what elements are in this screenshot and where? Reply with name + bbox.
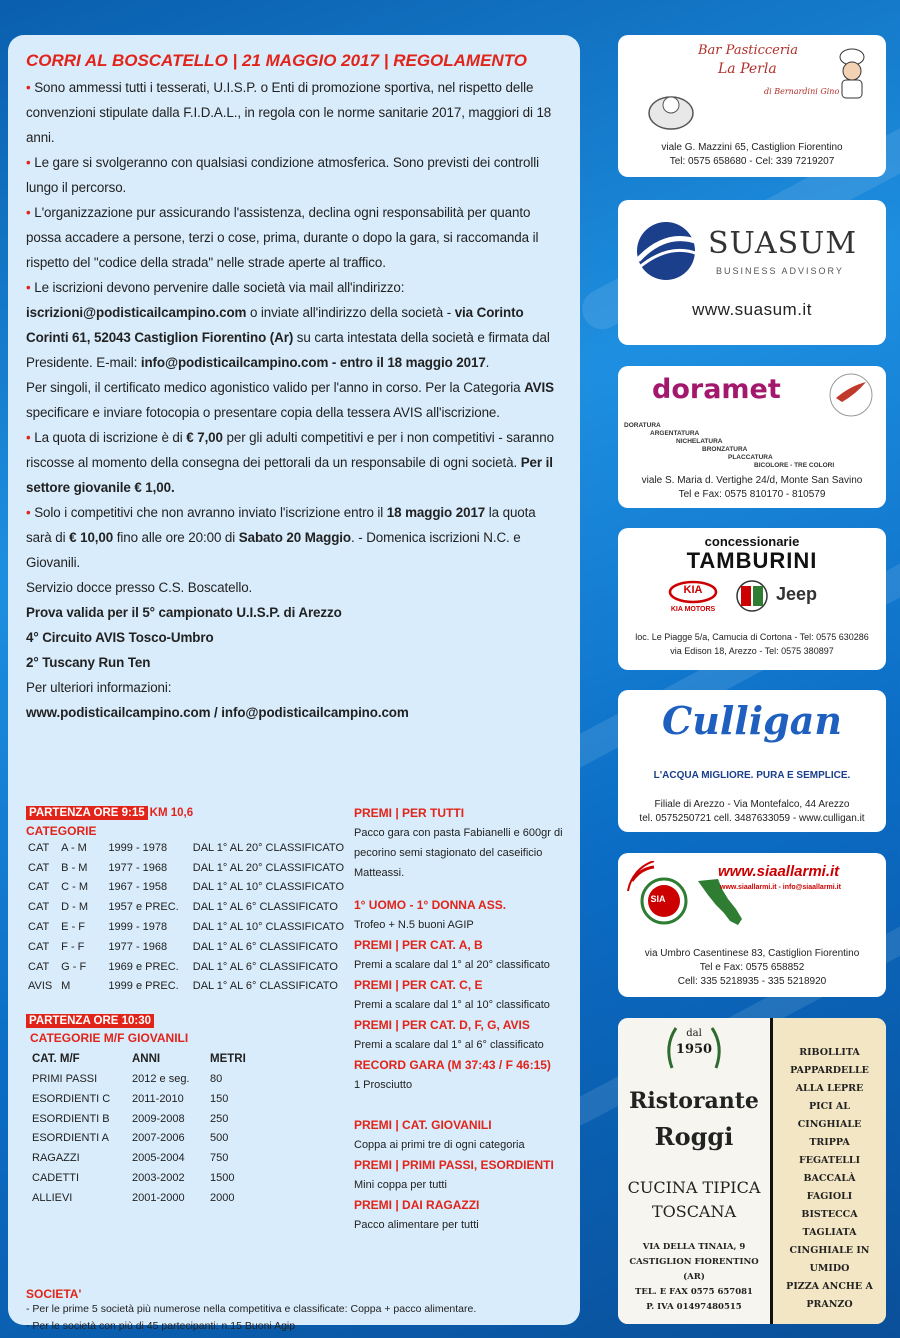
culligan-logo: Culligan (662, 698, 842, 743)
sia-phone: Tel e Fax: 0575 658852 (699, 962, 805, 973)
distance-label: KM 10,6 (149, 807, 194, 819)
youth-cell-cat: ESORDIENTI A (32, 1132, 110, 1145)
col-header: ANNI (132, 1053, 161, 1066)
doramet-service: DORATURA (624, 422, 661, 429)
rule-10: Prova valida per il 5° campionato U.I.S.P. di Arezzo (26, 605, 342, 620)
youth-category-row (30, 1148, 248, 1168)
prize-text: Premi a scalare dal 1° al 10° classificato (354, 999, 550, 1011)
youth-categories-table (30, 1049, 248, 1207)
doramet-service: BICOLORE - TRE COLORI (754, 462, 835, 469)
category-cell-code: D - M (61, 901, 89, 914)
category-cell-years: 1957 e PREC. (108, 901, 179, 914)
regolamento-panel (8, 35, 580, 1332)
sia-cell: Cell: 335 5218935 - 335 5218920 (677, 976, 827, 987)
prize-block (354, 803, 569, 883)
category-cell-cat: CAT (28, 921, 50, 934)
kia-label: KIA (683, 584, 703, 596)
youth-cell-anni: 2005-2004 (132, 1152, 185, 1165)
youth-cell-anni: 2012 e seg. (132, 1073, 190, 1086)
rule-6: Per singoli, il certificato medico agonistico valido per l'anno in corso. Per la Categoria AVIS specificare e inviare fotocopia o presentare copia della tessera AVIS all'iscrizione. (26, 380, 554, 420)
categories-heading: CATEGORIE (26, 824, 97, 838)
youth-cell-metri: 150 (210, 1092, 229, 1105)
youth-cell-metri: 1500 (210, 1172, 235, 1185)
ad-sia-allarmi[interactable] (618, 853, 886, 997)
category-row (26, 917, 346, 937)
doramet-service: NICHELATURA (676, 438, 723, 445)
category-row (26, 858, 346, 878)
start-time-tag-1: PARTENZA ORE 9:15 (26, 806, 148, 820)
prize-heading: PREMI | DAI RAGAZZI (354, 1198, 480, 1212)
category-cell-cat: CAT (28, 960, 50, 973)
category-cell-years: 1999 - 1978 (108, 921, 168, 934)
menu-item: PICI AL CINGHIALE (797, 1101, 862, 1130)
roggi-dal: dal (686, 1028, 702, 1039)
perla-owner: di Bernardini Gino (764, 87, 840, 96)
youth-cell-metri: 750 (210, 1152, 229, 1165)
menu-item: PIZZA ANCHE A PRANZO (786, 1281, 873, 1310)
category-cell-cat: CAT (28, 881, 50, 894)
prize-heading: RECORD GARA (M 37:43 / F 46:15) (354, 1058, 551, 1072)
youth-cell-cat: RAGAZZI (32, 1152, 80, 1165)
category-cell-code: G - F (61, 960, 87, 973)
perla-address: viale G. Mazzini 65, Castiglion Fiorentino (661, 142, 843, 153)
suasum-website[interactable]: www.suasum.it (692, 300, 812, 319)
doramet-address: viale S. Maria d. Vertighe 24/d, Monte San Savino (641, 475, 863, 486)
category-cell-prize: DAL 1° AL 6° CLASSIFICATO (192, 980, 338, 993)
suasum-sub: BUSINESS ADVISORY (716, 266, 844, 276)
youth-category-row (30, 1168, 248, 1188)
category-cell-code: C - M (61, 881, 89, 894)
rule-9: Servizio docce presso C.S. Boscatello. (26, 580, 253, 595)
category-cell-cat: CAT (28, 861, 50, 874)
prize-block (354, 975, 569, 1015)
roggi-phone: TEL. E FAX 0575 657081 (635, 1287, 753, 1297)
prizes-column (354, 803, 569, 1235)
menu-item: BACCALÀ (803, 1173, 856, 1184)
sia-logo-text: SIA (650, 894, 666, 904)
category-row (26, 838, 346, 858)
culligan-address: Filiale di Arezzo - Via Montefalco, 44 Arezzo (654, 799, 850, 810)
sia-website[interactable]: www.siaallarmi.it (718, 863, 840, 880)
prize-block (354, 1155, 569, 1195)
bird-logo-icon (828, 372, 874, 418)
tamburini-address-1: loc. Le Piagge 5/a, Camucia di Cortona - Tel: 0575 630286 (635, 632, 869, 642)
categories-column (26, 803, 346, 1208)
ad-ristorante-roggi[interactable] (618, 1018, 886, 1324)
rule-4: • Le iscrizioni devono pervenire dalle società via mail all'indirizzo: (26, 280, 405, 295)
youth-cell-metri: 250 (210, 1112, 229, 1125)
menu-item: TAGLIATA (802, 1227, 857, 1238)
category-row (26, 957, 346, 977)
jeep-label: Jeep (776, 584, 818, 604)
youth-categories-heading: CATEGORIE M/F GIOVANILI (30, 1031, 189, 1046)
pearl-shell-icon (646, 83, 696, 133)
youth-category-row (30, 1129, 248, 1149)
menu-item: PAPPARDELLE ALLA LEPRE (790, 1065, 869, 1094)
regolamento-text (26, 75, 562, 725)
roggi-name-1: Ristorante (629, 1088, 759, 1114)
category-cell-cat: CAT (28, 901, 50, 914)
prize-block (354, 935, 569, 975)
prize-text: Pacco gara con pasta Fabianelli e 600gr di pecorino semi stagionato del caseificio Matteassi. (354, 827, 563, 879)
category-row (26, 937, 346, 957)
category-row (26, 878, 346, 898)
category-cell-prize: DAL 1° AL 6° CLASSIFICATO (192, 940, 338, 953)
rule-7: • La quota di iscrizione è di € 7,00 per gli adulti competitivi e per i non competitivi - saranno riscosse al momento della consegna dei pettorali da un responsabile di ogni società. Per il settore giovanile € 1,00. (26, 430, 554, 495)
ad-doramet[interactable] (618, 366, 886, 508)
youth-category-row (30, 1109, 248, 1129)
youth-cell-cat: ALLIEVI (32, 1191, 73, 1204)
menu-item: BISTECCA (801, 1209, 858, 1220)
roggi-address-2: CASTIGLION FIORENTINO (AR) (629, 1257, 759, 1282)
prize-heading: PREMI | PER TUTTI (354, 806, 465, 820)
category-cell-years: 1969 e PREC. (108, 960, 179, 973)
roggi-name-2: Roggi (654, 1122, 734, 1151)
menu-item: CINGHIALE IN UMIDO (789, 1245, 870, 1274)
prize-text: Premi a scalare dal 1° al 6° classificato (354, 1039, 544, 1051)
youth-cell-anni: 2009-2008 (132, 1112, 185, 1125)
youth-cell-metri: 500 (210, 1132, 229, 1145)
prize-heading: 1° UOMO - 1° DONNA ASS. (354, 898, 507, 912)
doramet-phone: Tel e Fax: 0575 810170 - 810579 (678, 489, 826, 500)
youth-cell-anni: 2001-2000 (132, 1191, 185, 1204)
perla-name-1: Bar Pasticceria (698, 43, 798, 58)
roggi-address-1: VIA DELLA TINAIA, 9 (642, 1242, 746, 1252)
prize-block (354, 1055, 569, 1095)
menu-item: FAGIOLI (806, 1191, 853, 1202)
roggi-vat: P. IVA 01497480515 (646, 1302, 742, 1312)
perla-phone: Tel: 0575 658680 - Cel: 339 7219207 (669, 156, 835, 167)
prize-text: Pacco alimentare per tutti (354, 1219, 479, 1231)
youth-cell-metri: 80 (210, 1073, 223, 1086)
alfa-romeo-logo-icon (736, 580, 768, 612)
roggi-menu (770, 1018, 886, 1324)
prize-heading: PREMI | PER CAT. C, E (354, 978, 483, 992)
rule-2: • Le gare si svolgeranno con qualsiasi condizione atmosferica. Sono previsti dei controlli lungo il percorso. (26, 155, 540, 195)
category-row (26, 977, 346, 997)
youth-cell-anni: 2011-2010 (132, 1092, 184, 1105)
category-cell-prize: DAL 1° AL 6° CLASSIFICATO (192, 960, 338, 973)
roggi-sub-2: TOSCANA (651, 1202, 737, 1221)
tamburini-line-2: TAMBURINI (686, 548, 818, 573)
chef-figure-icon (830, 45, 874, 101)
doramet-name: doramet (652, 374, 781, 405)
category-cell-prize: DAL 1° AL 10° CLASSIFICATO (192, 921, 344, 934)
rule-11: 4° Circuito AVIS Tosco-Umbro (26, 630, 214, 645)
prize-block (354, 1015, 569, 1055)
rule-12: 2° Tuscany Run Ten (26, 655, 151, 670)
youth-category-row (30, 1089, 248, 1109)
category-cell-prize: DAL 1° AL 20° CLASSIFICATO (192, 861, 344, 874)
youth-category-row (30, 1069, 248, 1089)
prize-block (354, 1115, 569, 1155)
email-info[interactable]: info@podisticailcampino.com - entro il 18 maggio 2017 (140, 355, 486, 370)
category-cell-cat: AVIS (28, 980, 53, 993)
contact-links[interactable]: www.podisticailcampino.com / info@podisticailcampino.com (26, 705, 409, 720)
tamburini-address-2: via Edison 18, Arezzo - Tel: 0575 380897 (670, 646, 834, 656)
category-cell-years: 1977 - 1968 (108, 861, 168, 874)
category-cell-years: 1977 - 1968 (108, 940, 168, 953)
ad-culligan[interactable] (618, 690, 886, 832)
youth-cell-cat: ESORDIENTI C (32, 1092, 111, 1105)
rule-5: iscrizioni@podisticailcampino.com o inviate all'indirizzo della società - via Corinto Corinti 61, 52043 Castiglion Fiorentino (Ar) su carta intestata della società e firmata dal Presidente. E-mail: info@podisticailcampino.com - entro il 18 maggio 2017. (26, 305, 550, 370)
prize-text: Trofeo + N.5 buoni AGIP (354, 919, 474, 931)
email-iscrizioni[interactable]: iscrizioni@podisticailcampino.com (26, 305, 247, 320)
roggi-year: 1950 (675, 1042, 713, 1057)
kia-motors-label: KIA MOTORS (670, 606, 716, 613)
category-cell-prize: DAL 1° AL 6° CLASSIFICATO (192, 901, 338, 914)
category-cell-cat: CAT (28, 940, 50, 953)
culligan-slogan: L'ACQUA MIGLIORE. PURA E SEMPLICE. (653, 770, 851, 781)
prize-heading: PREMI | PRIMI PASSI, ESORDIENTI (354, 1158, 554, 1172)
sia-contacts: www.siaallarmi.it - info@siaallarmi.it (720, 884, 841, 891)
societa-line-2: - Per le società con più di 45 partecipanti: n.15 Buoni Agip (26, 1320, 296, 1332)
prize-heading: PREMI | CAT. GIOVANILI (354, 1118, 492, 1132)
category-cell-code: A - M (61, 841, 87, 854)
youth-cell-anni: 2003-2002 (132, 1172, 185, 1185)
roggi-sub-1: CUCINA TIPICA (627, 1178, 761, 1197)
culligan-phone: tel. 0575250721 cell. 3487633059 - www.culligan.it (639, 813, 865, 824)
prize-block (354, 1195, 569, 1235)
doramet-service: BRONZATURA (702, 446, 748, 453)
rule-8: • Solo i competitivi che non avranno inviato l'iscrizione entro il 18 maggio 2017 la quota sarà di € 10,00 fino alle ore 20:00 di Sabato 20 Maggio. - Domenica iscrizioni N.C. e Giovanili. (26, 505, 536, 570)
youth-cell-cat: PRIMI PASSI (32, 1073, 98, 1086)
youth-cell-metri: 2000 (210, 1191, 235, 1204)
category-cell-years: 1999 - 1978 (108, 841, 168, 854)
ad-la-perla[interactable] (618, 35, 886, 177)
category-cell-years: 1999 e PREC. (108, 980, 179, 993)
category-cell-years: 1967 - 1958 (108, 881, 168, 894)
rule-3: • L'organizzazione pur assicurando l'assistenza, declina ogni responsabilità per quanto possa accadere a persone, terzi o cose, prima, durante o dopo la gara, si raccomanda il rispetto del "codice della strada" nelle strade aperte al traffico. (26, 205, 539, 270)
category-cell-code: M (61, 980, 71, 993)
youth-cell-cat: ESORDIENTI B (32, 1112, 110, 1125)
col-header: METRI (210, 1053, 246, 1066)
societa-line-1: - Per le prime 5 società più numerose nella competitiva e classificate: Coppa + pacco alimentare. (26, 1303, 477, 1315)
categories-table (26, 838, 346, 996)
start-time-tag-2: PARTENZA ORE 10:30 (26, 1014, 154, 1028)
category-cell-prize: DAL 1° AL 20° CLASSIFICATO (192, 841, 344, 854)
prize-heading: PREMI | PER CAT. D, F, G, AVIS (354, 1018, 530, 1032)
prize-text: Coppa ai primi tre di ogni categoria (354, 1139, 525, 1151)
youth-cell-cat: CADETTI (32, 1172, 80, 1185)
ad-tamburini[interactable] (618, 528, 886, 670)
ad-suasum[interactable] (618, 200, 886, 345)
menu-item: TRIPPA (809, 1137, 850, 1148)
category-cell-prize: DAL 1° AL 10° CLASSIFICATO (192, 881, 344, 894)
rule-1: • Sono ammessi tutti i tesserati, U.I.S.P. o Enti di promozione sportiva, nel rispetto delle convenzioni stipulate dalla F.I.D.A.L., in regola con le norme sanitarie 2017, maggiori di 18 anni. (26, 80, 552, 145)
race-details (26, 803, 566, 1332)
suasum-logo-icon (628, 220, 704, 282)
prize-text: 1 Prosciutto (354, 1079, 413, 1091)
col-header: CAT. M/F (32, 1053, 80, 1066)
prize-heading: PREMI | PER CAT. A, B (354, 938, 483, 952)
category-cell-cat: CAT (28, 841, 50, 854)
menu-item: RIBOLLITA (799, 1047, 860, 1058)
category-row (26, 897, 346, 917)
prize-text: Premi a scalare dal 1° al 20° classificato (354, 959, 550, 971)
rule-13: Per ulteriori informazioni: (26, 680, 172, 695)
category-cell-code: F - F (61, 940, 85, 953)
prize-text: Mini coppa per tutti (354, 1179, 447, 1191)
regolamento-title: CORRI AL BOSCATELLO | 21 MAGGIO 2017 | REGOLAMENTO (26, 51, 528, 70)
youth-cell-anni: 2007-2006 (132, 1132, 185, 1145)
perla-name-2: La Perla (718, 61, 777, 77)
tamburini-line-1: concessionarie (704, 534, 800, 549)
prize-block (354, 895, 569, 935)
suasum-name: SUASUM (708, 226, 858, 261)
doramet-service: ARGENTATURA (650, 430, 700, 437)
societa-heading: SOCIETA' (26, 1287, 82, 1301)
societa-section (26, 1287, 566, 1335)
roggi-info (618, 1018, 770, 1324)
youth-category-row (30, 1188, 248, 1208)
category-cell-code: B - M (61, 861, 88, 874)
menu-item: FEGATELLI (798, 1155, 861, 1166)
category-cell-code: E - F (61, 921, 86, 934)
doramet-service: PLACCATURA (728, 454, 773, 461)
sia-address: via Umbro Casentinese 83, Castiglion Fiorentino (644, 948, 860, 959)
